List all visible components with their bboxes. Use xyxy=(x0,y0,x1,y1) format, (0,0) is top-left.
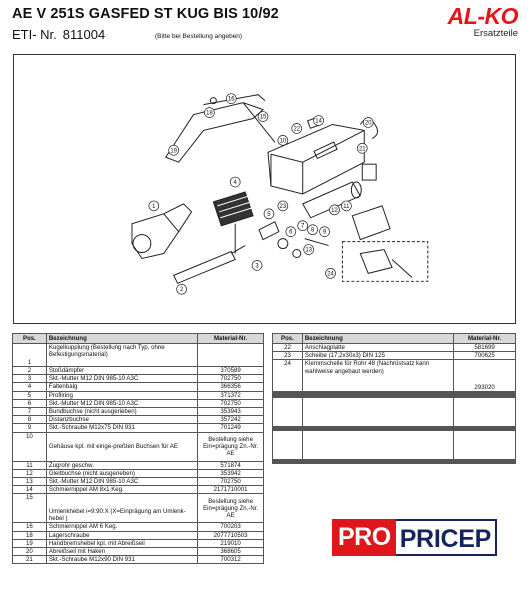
cell-pos: 19 xyxy=(13,539,47,547)
svg-text:19: 19 xyxy=(170,148,177,155)
svg-text:7: 7 xyxy=(301,223,305,230)
cell-pos: 13 xyxy=(13,478,47,486)
svg-text:13: 13 xyxy=(305,247,312,254)
cell-pos: 9 xyxy=(13,424,47,432)
cell-mat: Bestellung siehe Ein=prägung Zn.-Nr. AE xyxy=(198,432,264,461)
cell-pos: 15 xyxy=(13,494,47,523)
cell-pos: 16 xyxy=(13,523,47,531)
logo-subtitle: Ersatzteile xyxy=(473,28,518,39)
svg-text:14: 14 xyxy=(315,118,322,125)
callout-11 xyxy=(341,201,351,211)
cell-pos: 4 xyxy=(13,383,47,391)
cell-name: Zugrohr geschw. xyxy=(46,461,197,469)
cell-mat: 702750 xyxy=(198,375,264,383)
callout-9 xyxy=(320,227,330,237)
cell-name: Skt.-Schraube M12x90 DIN 931 xyxy=(46,556,197,564)
cell-name: Skt.-Mutter M12 DIN 985-10 A3C xyxy=(46,478,197,486)
callout-22 xyxy=(292,123,302,133)
svg-text:8: 8 xyxy=(310,227,315,234)
cell-mat: 293020 xyxy=(454,360,516,392)
cell-pos: 24 xyxy=(273,360,303,392)
callout-8 xyxy=(308,225,318,235)
cell-name: Schmiernippel AM 8x1 Keg. xyxy=(46,486,197,494)
cell-pos: 20 xyxy=(13,548,47,556)
table-row xyxy=(13,556,264,564)
cell-name: Anschlagplatte xyxy=(302,344,453,352)
parts-table-right xyxy=(272,333,516,464)
cell-pos: 22 xyxy=(273,344,303,352)
table-row xyxy=(13,399,264,407)
logo-brand: AL-KO xyxy=(447,3,518,29)
table-row xyxy=(273,360,516,392)
table-row xyxy=(13,539,264,547)
cell-mat: 700312 xyxy=(198,556,264,564)
callout-1 xyxy=(149,201,159,211)
table-header-row xyxy=(273,334,516,344)
svg-text:1: 1 xyxy=(152,203,156,210)
cell-mat: 700625 xyxy=(454,352,516,360)
table-row xyxy=(273,344,516,352)
callout-2 xyxy=(177,284,187,294)
cell-name: Scheibe (17,2x30x3) DIN 125 xyxy=(302,352,453,360)
cell-mat xyxy=(198,344,264,367)
table-row xyxy=(13,375,264,383)
cell-pos: 18 xyxy=(13,531,47,539)
svg-text:21: 21 xyxy=(358,146,366,153)
callout-14 xyxy=(314,116,324,126)
eti-number: 811004 xyxy=(62,27,106,42)
cell-mat: 366356 xyxy=(198,383,264,391)
bracket-shape xyxy=(352,206,390,240)
cell-name: Stoßdämpfer xyxy=(46,367,197,375)
table-row xyxy=(13,494,264,523)
eti-label: ETI- Nr. xyxy=(12,27,57,42)
shock-absorber-shape xyxy=(174,252,236,284)
table-row xyxy=(13,424,264,432)
cell-name: Umlenkhebel i=9:90:X (X=Einprägung am Umlenk-hebel ) xyxy=(46,494,197,523)
banner-pro-text: PRO xyxy=(332,519,396,556)
cell-mat: 353942 xyxy=(198,469,264,477)
table-row xyxy=(13,391,264,399)
col-pos-header: Pos. xyxy=(13,334,47,344)
eti-line xyxy=(12,27,105,42)
svg-text:23: 23 xyxy=(279,203,287,210)
cell-mat: 2171710001 xyxy=(198,486,264,494)
svg-text:6: 6 xyxy=(289,229,293,236)
callout-21 xyxy=(357,143,367,153)
cell-mat: 581699 xyxy=(454,344,516,352)
table-row xyxy=(13,416,264,424)
cell-name: Handbremshebel kpl. mit Abreißseil xyxy=(46,539,197,547)
cell-name: Profilring xyxy=(46,391,197,399)
col-bezeichnung-header: Bezeichnung xyxy=(46,334,197,344)
svg-text:16: 16 xyxy=(227,96,235,103)
callout-12 xyxy=(330,205,340,215)
callout-10 xyxy=(278,135,288,145)
callout-4 xyxy=(230,177,240,187)
cell-pos: 12 xyxy=(13,469,47,477)
cell-name: Klemmschelle für Rohr 48 (Nachrüstsatz kann wahlweise angebaut werden) xyxy=(302,360,453,392)
col-material-header: Material-Nr. xyxy=(198,334,264,344)
cell-mat: 357242 xyxy=(198,416,264,424)
cell-name: Skt.-Mutter M12 DIN 985-10 A3C xyxy=(46,399,197,407)
cell-mat: 371372 xyxy=(198,391,264,399)
cell-pos: 8 xyxy=(13,416,47,424)
svg-text:2: 2 xyxy=(179,287,184,294)
cell-pos: 23 xyxy=(273,352,303,360)
clamp-shape xyxy=(362,164,376,180)
table-row xyxy=(13,478,264,486)
cell-name: Faltenbalg xyxy=(46,383,197,391)
propricep-banner xyxy=(332,516,516,558)
svg-text:24: 24 xyxy=(327,271,334,278)
parts-table-left xyxy=(12,333,264,564)
cell-mat: 353943 xyxy=(198,408,264,416)
cell-mat: 702750 xyxy=(198,478,264,486)
callout-18 xyxy=(204,108,214,118)
cell-pos: 6 xyxy=(13,399,47,407)
col-material-header: Material-Nr. xyxy=(454,334,516,344)
col-pos-header: Pos. xyxy=(273,334,303,344)
callout-20 xyxy=(363,118,373,128)
cell-name: Abreißseil mit Haken xyxy=(46,548,197,556)
alko-logo xyxy=(418,4,518,39)
cell-name: Kugelkupplung (Bestellung nach Typ, ohne Befestigungsmaterial) xyxy=(46,344,197,367)
callout-15 xyxy=(258,112,268,122)
svg-text:12: 12 xyxy=(331,207,338,214)
callout-7 xyxy=(298,221,308,231)
cell-pos: 5 xyxy=(13,391,47,399)
cell-name: Schmiernippel AM 6 Keg. xyxy=(46,523,197,531)
svg-text:5: 5 xyxy=(267,211,271,218)
table-row xyxy=(13,469,264,477)
table-row xyxy=(13,548,264,556)
table-row xyxy=(13,486,264,494)
table-row xyxy=(13,523,264,531)
table-row xyxy=(13,531,264,539)
banner-pricep-text: PRICEP xyxy=(396,519,497,556)
table-row xyxy=(13,461,264,469)
callout-23 xyxy=(278,201,288,211)
cell-pos: 10 xyxy=(13,432,47,461)
cell-name: Lagerschraube xyxy=(46,531,197,539)
exploded-diagram xyxy=(13,54,516,324)
callout-16 xyxy=(226,94,236,104)
svg-text:11: 11 xyxy=(343,203,350,210)
callout-6 xyxy=(286,227,296,237)
cell-mat: 700203 xyxy=(198,523,264,531)
cell-name: Gleitbuchse (nicht ausgerieben) xyxy=(46,469,197,477)
table-row-empty xyxy=(273,463,516,464)
cell-pos: 2 xyxy=(13,367,47,375)
cell-mat: 219010 xyxy=(198,539,264,547)
cell-mat: 571874 xyxy=(198,461,264,469)
cell-mat: 702750 xyxy=(198,399,264,407)
cell-name: Skt.-Schraube M12x75 DIN 931 xyxy=(46,424,197,432)
svg-text:9: 9 xyxy=(322,229,327,236)
cell-mat: Bestellung siehe Ein=prägung Zn.-Nr. AE xyxy=(198,494,264,523)
callout-24 xyxy=(326,268,336,278)
svg-text:20: 20 xyxy=(364,120,372,127)
table-header-row xyxy=(13,334,264,344)
col-bezeichnung-header: Bezeichnung xyxy=(302,334,453,344)
callout-3 xyxy=(252,260,262,270)
page-title: AE V 251S GASFED ST KUG BIS 10/92 xyxy=(12,6,279,22)
cell-pos: 1 xyxy=(13,344,47,367)
table-row xyxy=(13,383,264,391)
cell-name: Distanzbuchse xyxy=(46,416,197,424)
callout-13 xyxy=(304,245,314,255)
cell-name: Bundbuchse (nicht ausgerieben) xyxy=(46,408,197,416)
cell-mat: 370589 xyxy=(198,367,264,375)
cell-mat: 701249 xyxy=(198,424,264,432)
cell-pos: 11 xyxy=(13,461,47,469)
svg-text:4: 4 xyxy=(233,180,237,187)
svg-text:10: 10 xyxy=(279,138,287,145)
callout-19 xyxy=(169,145,179,155)
cell-pos: 3 xyxy=(13,375,47,383)
callout-5 xyxy=(264,209,274,219)
table-row xyxy=(13,432,264,461)
retrofit-inset xyxy=(342,242,427,282)
table-row-empty xyxy=(273,398,516,427)
cell-pos: 21 xyxy=(13,556,47,564)
svg-text:15: 15 xyxy=(259,114,267,121)
cell-mat: 2077710503 xyxy=(198,531,264,539)
table-row xyxy=(13,367,264,375)
svg-text:22: 22 xyxy=(293,126,301,133)
order-hint: (Bitte bei Bestellung angeben) xyxy=(155,33,243,40)
svg-text:3: 3 xyxy=(255,263,259,270)
cell-name: Skt.-Mutter M12 DIN 985-10 A3C xyxy=(46,375,197,383)
cell-pos: 7 xyxy=(13,408,47,416)
cell-name: Gehäuse kpl. mit einge-preßten Buchsen für AE xyxy=(46,432,197,461)
cell-mat: 368605 xyxy=(198,548,264,556)
table-row-empty xyxy=(273,431,516,460)
cell-pos: 14 xyxy=(13,486,47,494)
exploded-view-drawing xyxy=(14,55,515,323)
table-row xyxy=(13,408,264,416)
table-row xyxy=(13,344,264,367)
table-row xyxy=(273,352,516,360)
svg-text:18: 18 xyxy=(206,110,213,117)
